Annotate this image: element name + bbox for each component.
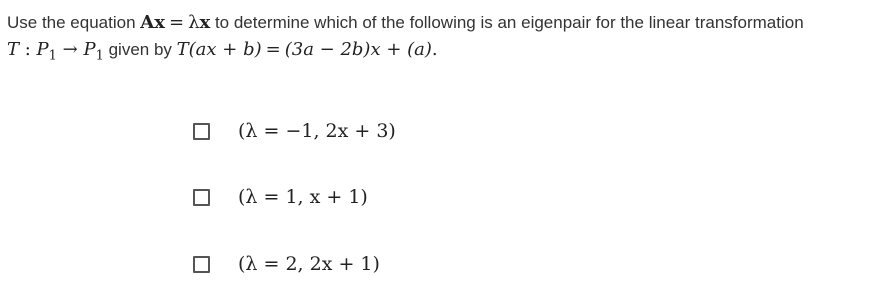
- option-1-label: (λ = −1, 2x + 3): [238, 120, 396, 142]
- question-line-2: [7, 36, 883, 69]
- question-line-1: [7, 9, 883, 36]
- equation-x: x: [199, 12, 211, 33]
- transformation-codomain-subscript: 1: [95, 48, 104, 64]
- transformation-codomain: P: [83, 39, 96, 60]
- equation-lambda: λ: [188, 12, 200, 33]
- answer-option-3[interactable]: [193, 251, 380, 277]
- transformation-name: T: [7, 39, 20, 60]
- transformation-separator: :: [19, 39, 37, 60]
- option-1-checkbox[interactable]: [193, 123, 210, 140]
- formula-lhs: T(ax + b): [176, 39, 262, 60]
- question-text: [7, 9, 883, 69]
- formula-equals: =: [265, 39, 281, 60]
- option-3-label: (λ = 2, 2x + 1): [238, 253, 380, 275]
- question-middle: to determine which of the following is an eigenpair for the linear transformation: [210, 13, 804, 32]
- transformation-domain: P: [36, 39, 49, 60]
- question-period: .: [431, 39, 438, 60]
- equation-equals: =: [168, 12, 185, 33]
- option-3-checkbox[interactable]: [193, 256, 210, 273]
- formula-rhs: (3a − 2b)x + (a): [284, 39, 432, 60]
- answer-option-1[interactable]: [193, 118, 396, 144]
- equation-lhs: Ax: [140, 12, 165, 33]
- transformation-arrow: →: [56, 39, 84, 60]
- transformation-domain-subscript: 1: [48, 48, 57, 64]
- option-2-label: (λ = 1, x + 1): [238, 186, 368, 208]
- answer-option-2[interactable]: [193, 184, 368, 210]
- given-by-text: given by: [103, 40, 177, 59]
- question-intro: Use the equation: [7, 13, 141, 32]
- option-2-checkbox[interactable]: [193, 189, 210, 206]
